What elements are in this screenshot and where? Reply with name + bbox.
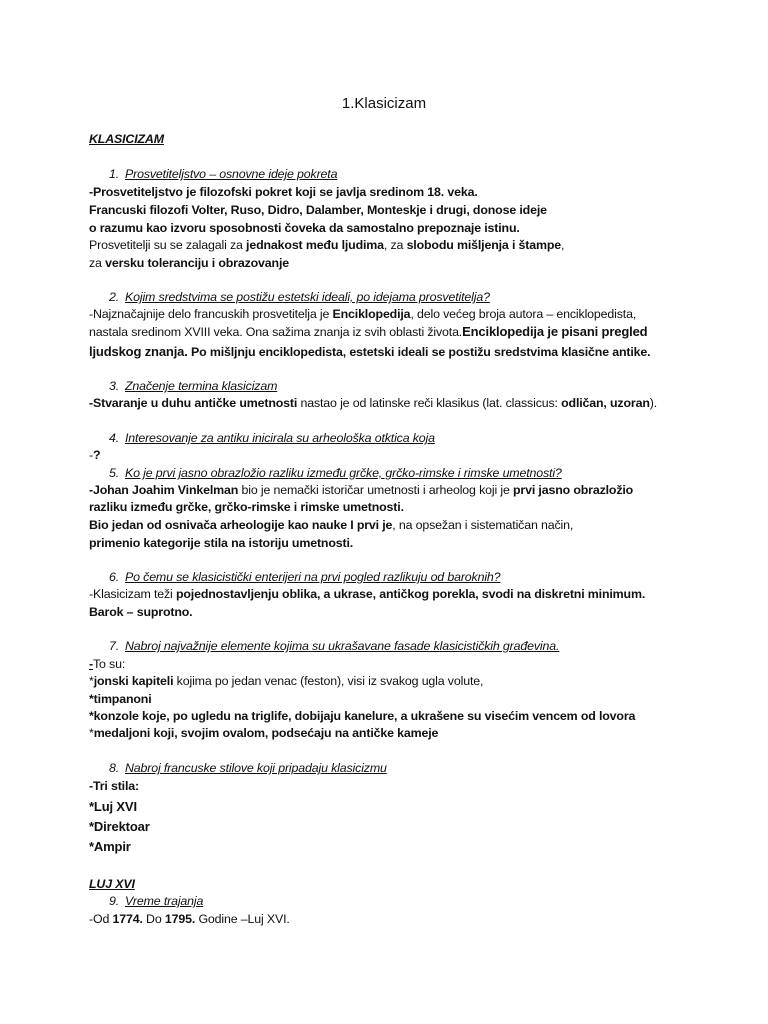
answer-6-line-1: -Klasicizam teži pojednostavljenju oblika, a ukrase, antičkog porekla, svodi na diskretni minimum. (89, 587, 646, 601)
question-6 (89, 569, 500, 585)
question-number: 7. (108, 639, 119, 653)
question-number: 9. (108, 894, 119, 908)
answer-9-line-1: -Od 1774. Do 1795. Godine –Luj XVI. (89, 912, 290, 926)
question-number: 3. (108, 379, 119, 393)
question-number: 6. (108, 570, 119, 584)
section-heading-luj-xvi: LUJ XVI (89, 877, 135, 891)
answer-2-line-2: nastala sredinom XVIII veka. Ona sažima znanja iz svih oblasti života.Enciklopedija je pisani pregled (89, 324, 648, 339)
answer-7-line-2: *jonski kapiteli kojima po jedan venac (feston), visi iz svakog ugla volute, (89, 674, 484, 688)
answer-5-line-3: Bio jedan od osnivača arheologije kao nauke I prvi je, na opsežan i sistematičan način, (89, 518, 574, 532)
answer-5-line-2: razliku između grčke, grčko-rimske i rimske umetnosti. (89, 500, 404, 514)
question-text: Interesovanje za antiku inicirala su arheološka otktica koja (125, 431, 435, 445)
question-text: Ko je prvi jasno obrazložio razliku između grčke, grčko-rimske i rimske umetnosti? (125, 466, 562, 480)
question-number: 8. (108, 761, 119, 775)
answer-5-line-4: primenio kategorije stila na istoriju umetnosti. (89, 536, 354, 550)
question-text: Vreme trajanja (125, 894, 204, 908)
answer-5-line-1: -Johan Joahim Vinkelman bio je nemački istoričar umetnosti i arheolog koji je prvi jasno obrazložio (89, 483, 634, 497)
question-9 (89, 893, 203, 909)
question-number: 2. (108, 290, 119, 304)
question-3 (89, 378, 277, 394)
answer-2-line-3: ljudskog znanja. Po mišljnju enciklopedista, estetski ideali se postižu sredstvima klasične antike. (89, 344, 651, 359)
answer-8-line-1: -Tri stila: (89, 779, 139, 793)
question-number: 5. (108, 466, 119, 480)
document-title: 1.Klasicizam (341, 95, 427, 112)
answer-7-line-4: *konzole koje, po ugledu na triglife, dobijaju kanelure, a ukrašene su visećim vencem od lovora (89, 709, 636, 723)
answer-7-line-3: *timpanoni (89, 692, 152, 706)
question-2 (89, 289, 490, 305)
answer-8-line-2: *Luj XVI (89, 799, 137, 814)
question-text: Prosvetiteljstvo – osnovne ideje pokreta (125, 167, 338, 181)
answer-1-line-2: Francuski filozofi Volter, Ruso, Didro, Dalamber, Monteskje i drugi, donose ideje (89, 203, 547, 217)
question-number: 4. (108, 431, 119, 445)
question-5 (89, 465, 562, 481)
answer-4-line-1: -? (89, 448, 101, 462)
question-7 (89, 638, 559, 654)
answer-2-line-1: -Najznačajnije delo francuskih prosvetitelja je Enciklopedija, delo većeg broja autora – enciklopedista, (89, 307, 637, 321)
answer-1-line-5: za versku toleranciju i obrazovanje (89, 256, 289, 270)
question-4 (89, 430, 435, 446)
question-text: Kojim sredstvima se postižu estetski ideali, po idejama prosvetitelja? (125, 290, 490, 304)
question-8 (89, 760, 387, 776)
question-text: Značenje termina klasicizam (125, 379, 278, 393)
answer-7-line-1: -To su: (89, 657, 126, 671)
answer-1-line-4: Prosvetitelji su se zalagali za jednakost među ljudima, za slobodu mišljenja i štampe, (89, 238, 565, 252)
answer-7-line-5: *medaljoni koji, svojim ovalom, podsećaju na antičke kameje (89, 726, 439, 740)
answer-1-line-1: -Prosvetiteljstvo je filozofski pokret koji se javlja sredinom 18. veka. (89, 185, 478, 199)
question-text: Nabroj francuske stilove koji pripadaju klasicizmu (125, 761, 387, 775)
section-heading-klasicizam: KLASICIZAM (89, 132, 164, 146)
question-1 (89, 166, 337, 182)
answer-1-line-3: o razumu kao izvoru sposobnosti čoveka da samostalno prepoznaje istinu. (89, 221, 520, 235)
answer-8-line-3: *Direktoar (89, 819, 150, 834)
question-text: Po čemu se klasicistički enterijeri na prvi pogled razlikuju od baroknih? (125, 570, 501, 584)
answer-3-line-1: -Stvaranje u duhu antičke umetnosti nastao je od latinske reči klasikus (lat. classicus: odličan, uzoran). (89, 396, 658, 410)
answer-8-line-4: *Ampir (89, 839, 131, 854)
question-number: 1. (108, 167, 119, 181)
question-text: Nabroj najvažnije elemente kojima su ukrašavane fasade klasicističkih građevina. (125, 639, 560, 653)
answer-6-line-2: Barok – suprotno. (89, 605, 193, 619)
